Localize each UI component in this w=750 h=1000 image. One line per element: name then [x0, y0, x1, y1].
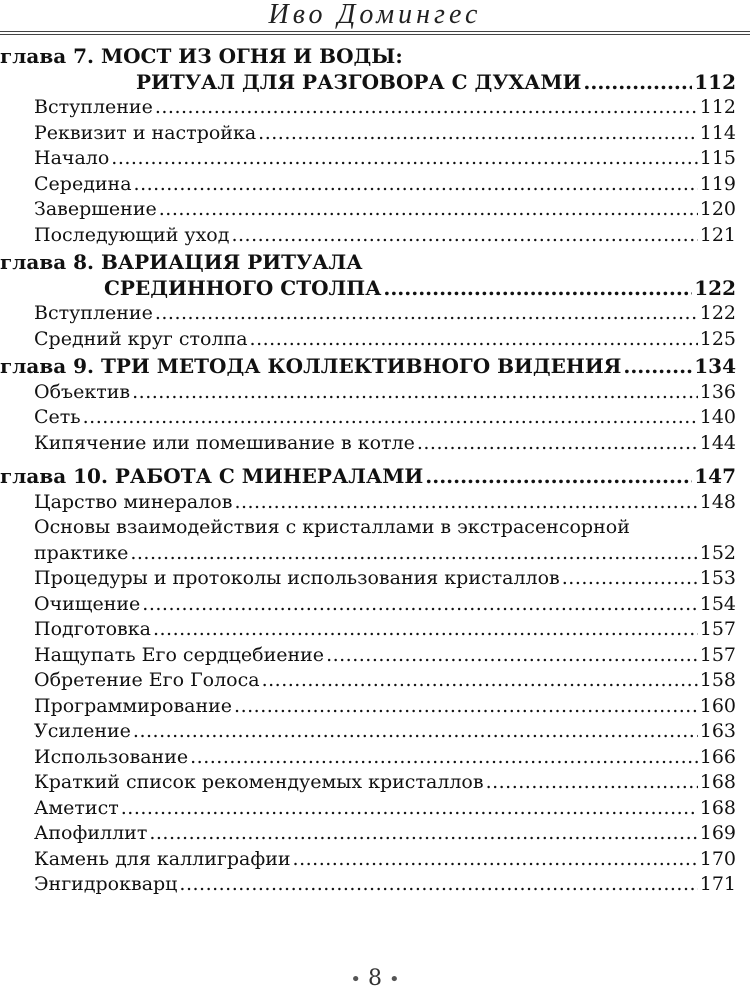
dot-leader — [234, 694, 698, 720]
dot-leader — [133, 719, 698, 745]
entry-title: Программирование — [34, 694, 233, 717]
entry-title: Вступление — [34, 96, 153, 118]
toc-entry[interactable] — [0, 617, 736, 643]
page-number: 169 — [699, 822, 736, 844]
page-number: 119 — [699, 172, 736, 195]
chapter-heading-continued[interactable] — [0, 70, 736, 96]
entry-title: практике — [34, 541, 129, 564]
toc-entry[interactable] — [0, 121, 736, 147]
page-number: 171 — [699, 873, 736, 895]
page-number: 134 — [694, 354, 736, 378]
chapter-title: глава 10. РАБОТА С МИНЕРАЛАМИ — [0, 464, 424, 488]
entry-title: Вступление — [34, 302, 153, 324]
chapter-heading[interactable] — [0, 250, 736, 276]
dot-leader — [111, 146, 697, 172]
entry-title: Середина — [34, 172, 132, 195]
running-header — [0, 0, 750, 40]
page-number: 166 — [699, 745, 736, 768]
toc-entry[interactable] — [0, 515, 736, 541]
dot-leader — [153, 617, 698, 643]
chapter-title: СРЕДИННОГО СТОЛПА — [104, 275, 382, 300]
page-number: 154 — [699, 592, 736, 615]
toc-entry[interactable] — [0, 197, 736, 223]
dot-leader — [155, 95, 698, 121]
dot-leader — [130, 541, 697, 567]
toc-entry[interactable] — [0, 172, 736, 198]
page-number: 157 — [699, 618, 736, 640]
dot-leader — [121, 796, 698, 822]
entry-title: Процедуры и протоколы использования кристаллов — [34, 567, 560, 589]
toc-entry[interactable] — [0, 770, 736, 796]
toc-entry[interactable] — [0, 821, 736, 847]
entry-title: Камень для каллиграфии — [34, 847, 291, 870]
entry-title: Апофиллит — [34, 822, 148, 844]
page-number: 114 — [699, 121, 736, 144]
entry-title: Очищение — [34, 592, 141, 615]
dot-leader — [383, 276, 692, 302]
page-number: 168 — [699, 796, 736, 819]
page-number: 144 — [699, 431, 736, 454]
page-number: 160 — [699, 694, 736, 717]
toc-entry[interactable] — [0, 694, 736, 720]
dot-leader — [149, 821, 697, 847]
toc-entry[interactable] — [0, 223, 736, 249]
dot-leader — [159, 197, 698, 223]
toc-entry[interactable] — [0, 380, 736, 406]
dot-leader — [134, 172, 698, 198]
entry-title: Краткий список рекомендуемых кристаллов — [34, 771, 484, 793]
page-number: 152 — [699, 541, 736, 564]
dot-leader — [583, 70, 692, 96]
entry-title: Энгидрокварц — [34, 873, 178, 895]
dot-leader — [190, 745, 698, 771]
dot-leader — [486, 770, 698, 796]
page-number: 112 — [694, 69, 736, 94]
dot-leader — [250, 327, 698, 353]
chapter-title: РИТУАЛ ДЛЯ РАЗГОВОРА С ДУХАМИ — [136, 69, 582, 94]
entry-title: Нащупать Его сердцебиение — [34, 643, 325, 666]
dot-leader — [293, 847, 698, 873]
dot-leader — [623, 354, 692, 380]
entry-title: Средний круг столпа — [34, 327, 248, 350]
toc-entry[interactable] — [0, 643, 736, 669]
chapter-heading[interactable] — [0, 354, 736, 380]
page-number: 170 — [699, 847, 736, 870]
chapter-heading[interactable] — [0, 44, 736, 70]
entry-title: Аметист — [34, 796, 119, 819]
entry-title: Завершение — [34, 198, 157, 220]
entry-title: Основы взаимодействия с кристаллами в экстрасенсорной — [34, 516, 630, 538]
dot-leader — [425, 464, 692, 490]
dot-leader — [262, 668, 698, 694]
toc-entry[interactable] — [0, 592, 736, 618]
page-number: 163 — [699, 720, 736, 742]
dot-leader — [417, 431, 698, 457]
chapter-title: глава 7. МОСТ ИЗ ОГНЯ И ВОДЫ: — [0, 44, 403, 68]
toc-entry[interactable] — [0, 668, 736, 694]
page-number: 153 — [699, 567, 736, 589]
toc-entry[interactable] — [0, 872, 736, 898]
header-rule — [0, 31, 750, 35]
chapter-heading-continued[interactable] — [0, 276, 736, 302]
entry-title: Кипячение или помешивание в котле — [34, 431, 415, 454]
page-number: 122 — [694, 275, 736, 300]
page-number: 158 — [699, 669, 736, 691]
page-number: 157 — [699, 643, 736, 666]
toc-entry[interactable] — [0, 847, 736, 873]
toc-entry[interactable] — [0, 796, 736, 822]
toc-entry[interactable] — [0, 146, 736, 172]
page-number: 148 — [699, 490, 736, 513]
table-of-contents — [0, 44, 736, 898]
dot-leader — [132, 380, 698, 406]
toc-entry[interactable] — [0, 327, 736, 353]
chapter-title: глава 8. ВАРИАЦИЯ РИТУАЛА — [0, 250, 363, 274]
dot-leader — [326, 643, 698, 669]
page-number: 136 — [699, 380, 736, 403]
page-number: 112 — [699, 96, 736, 118]
dot-leader — [179, 872, 697, 898]
page-number: 147 — [694, 464, 736, 488]
dot-leader — [142, 592, 697, 618]
dot-leader — [562, 566, 698, 592]
entry-title: Объектив — [34, 380, 131, 403]
entry-title: Реквизит и настройка — [34, 121, 257, 144]
page-number: 168 — [699, 771, 736, 793]
entry-title: Усиление — [34, 720, 131, 742]
toc-entry[interactable] — [0, 405, 736, 431]
ornament-icon: • — [389, 969, 400, 990]
folio: 8 — [368, 966, 382, 991]
toc-entry[interactable] — [0, 431, 736, 457]
entry-title: Обретение Его Голоса — [34, 669, 260, 691]
entry-title: Последующий уход — [34, 223, 230, 246]
toc-entry-continued[interactable] — [0, 541, 736, 567]
chapter-title: глава 9. ТРИ МЕТОДА КОЛЛЕКТИВНОГО ВИДЕНИЯ — [0, 354, 622, 378]
page-number: 121 — [699, 223, 736, 246]
dot-leader — [231, 223, 697, 249]
chapter-heading[interactable] — [0, 464, 736, 490]
toc-entry[interactable] — [0, 719, 736, 745]
entry-title: Начало — [34, 147, 110, 169]
page-number: 120 — [699, 198, 736, 220]
ornament-icon: • — [350, 969, 361, 990]
running-title: Иво Домингес — [268, 0, 482, 30]
toc-entry[interactable] — [0, 301, 736, 327]
page-footer — [0, 966, 750, 991]
page-number: 122 — [699, 302, 736, 324]
toc-entry[interactable] — [0, 745, 736, 771]
toc-entry[interactable] — [0, 95, 736, 121]
dot-leader — [155, 301, 698, 327]
entry-title: Царство минералов — [34, 490, 233, 513]
page-number: 140 — [699, 406, 736, 428]
dot-leader — [83, 405, 698, 431]
dot-leader — [258, 121, 698, 147]
entry-title: Сеть — [34, 406, 81, 428]
page-number: 115 — [699, 147, 736, 169]
entry-title: Подготовка — [34, 618, 151, 640]
entry-title: Использование — [34, 745, 189, 768]
dot-leader — [234, 490, 697, 516]
toc-entry[interactable] — [0, 490, 736, 516]
toc-entry[interactable] — [0, 566, 736, 592]
page-number: 125 — [699, 327, 736, 350]
